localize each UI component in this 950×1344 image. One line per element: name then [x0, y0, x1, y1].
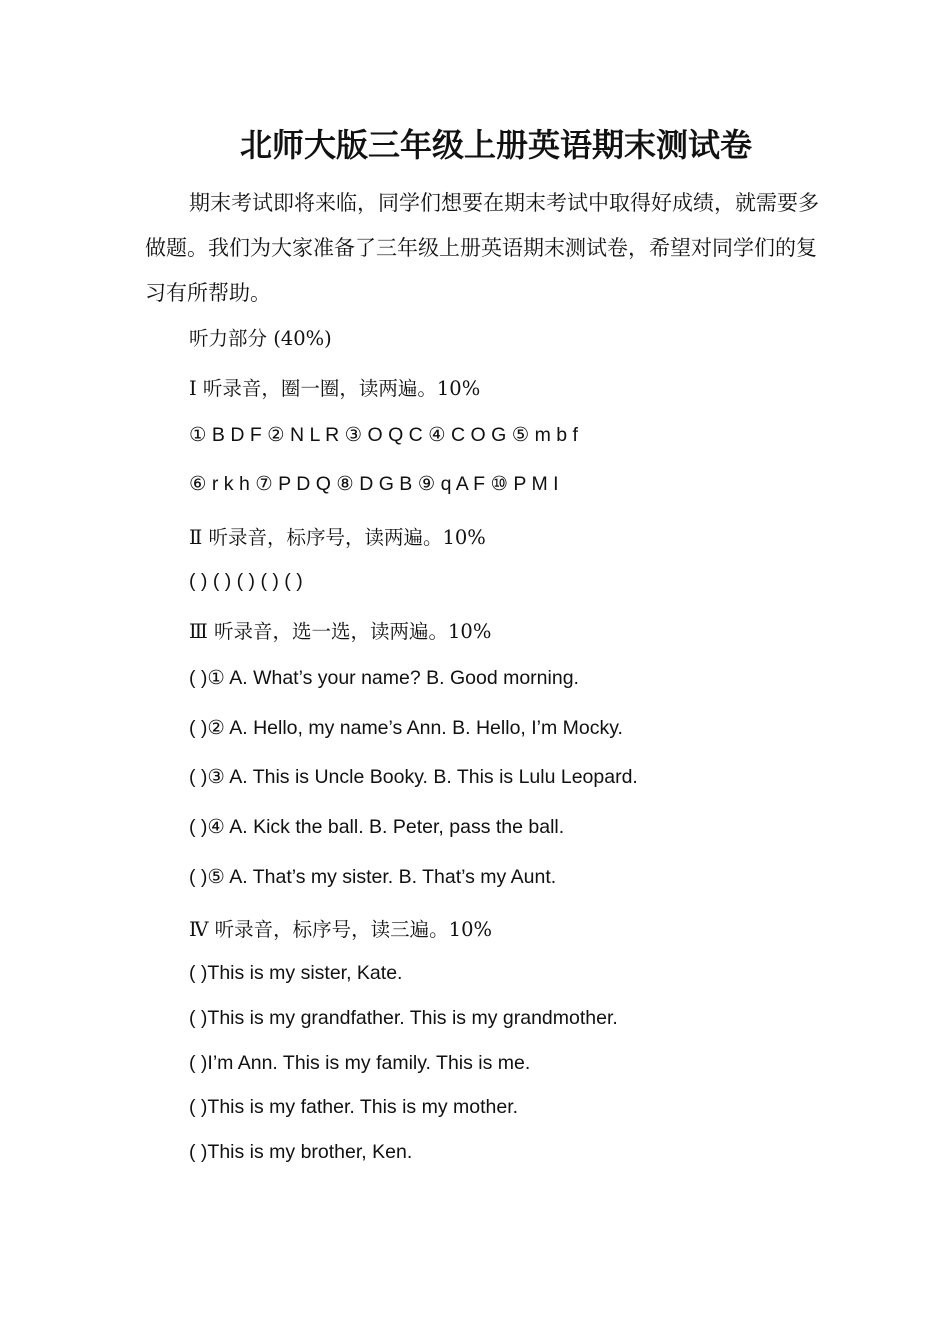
section-1-row-1: ① B D F ② N L R ③ O Q C ④ C O G ⑤ m b f	[189, 424, 578, 446]
section-4-item: ( )This is my grandfather. This is my grandmother.	[189, 1007, 618, 1029]
section-3-item: ( )④ A. Kick the ball. B. Peter, pass the ball.	[189, 816, 565, 838]
section-3-item: ( )② A. Hello, my name’s Ann. B. Hello, I’m Mocky.	[189, 717, 623, 739]
page-title: 北师大版三年级上册英语期末测试卷	[240, 126, 753, 164]
section-2-heading: Ⅱ 听录音，标序号，读两遍。10%	[189, 526, 486, 549]
section-4-item: ( )I’m Ann. This is my family. This is me.	[189, 1052, 531, 1074]
listening-heading: 听力部分 (40%)	[189, 327, 332, 350]
section-2-blanks: ( ) ( ) ( ) ( ) ( )	[189, 570, 303, 592]
section-3-item: ( )③ A. This is Uncle Booky. B. This is Lulu Leopard.	[189, 766, 638, 788]
intro-paragraph: 期末考试即将来临，同学们想要在期末考试中取得好成绩，就需要多做题。我们为大家准备了三年级上册英语期末测试卷，希望对同学们的复习有所帮助。	[145, 191, 819, 305]
section-4-item: ( )This is my brother, Ken.	[189, 1141, 413, 1163]
section-3-item: ( )① A. What’s your name? B. Good morning.	[189, 667, 579, 689]
section-1-heading: Ⅰ 听录音，圈一圈，读两遍。10%	[189, 377, 481, 400]
section-4-item: ( )This is my father. This is my mother.	[189, 1096, 519, 1118]
section-3-item: ( )⑤ A. That’s my sister. B. That’s my Aunt.	[189, 866, 557, 888]
section-3-heading: Ⅲ 听录音，选一选，读两遍。10%	[189, 620, 492, 643]
section-4-heading: Ⅳ 听录音，标序号，读三遍。10%	[189, 918, 493, 941]
section-1-row-2: ⑥ r k h ⑦ P D Q ⑧ D G B ⑨ q A F ⑩ P M I	[189, 473, 559, 495]
section-4-item: ( )This is my sister, Kate.	[189, 962, 403, 984]
